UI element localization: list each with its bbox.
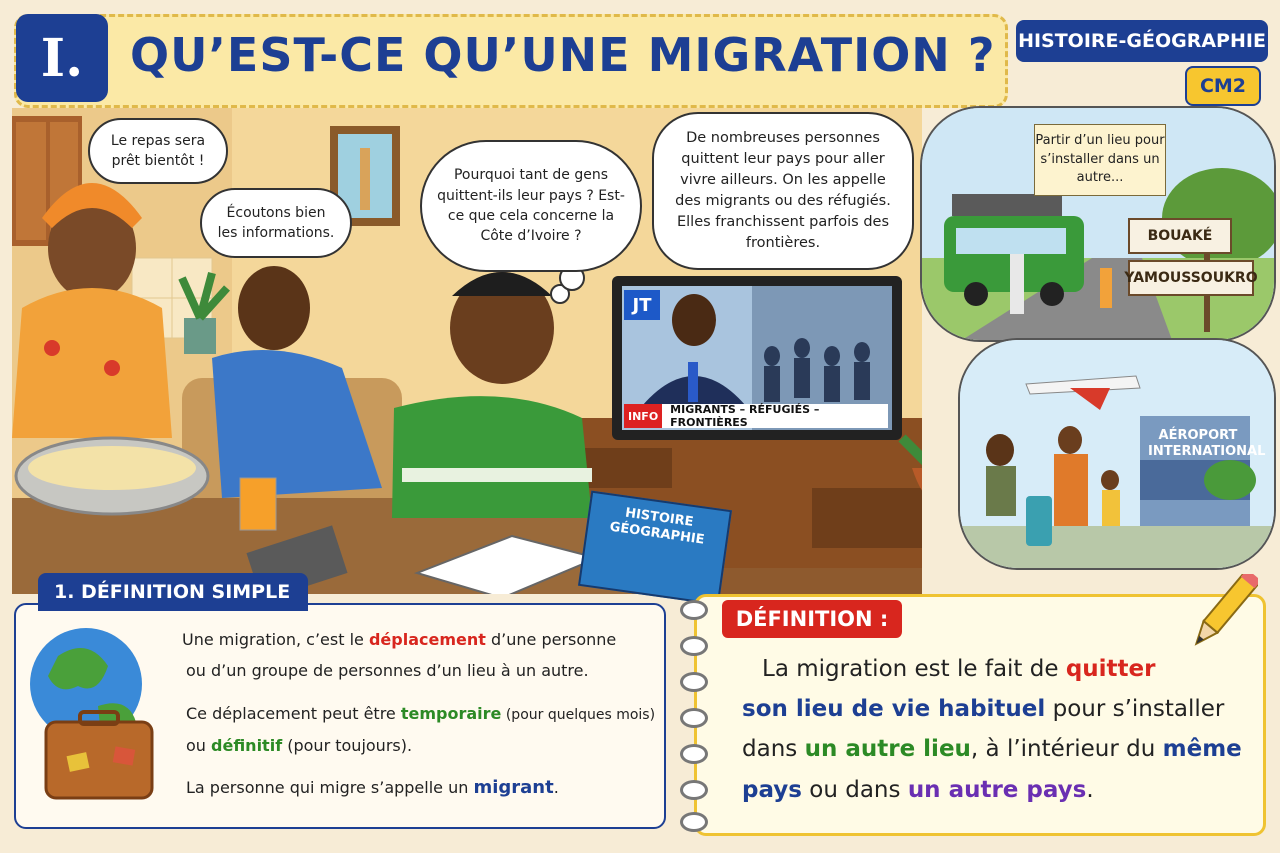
simple-def-line-5: La personne qui migre s’appelle un migrant.: [186, 777, 559, 798]
simple-def-line-3: Ce déplacement peut être temporaire (pour quelques mois): [186, 704, 656, 723]
airport-sign: AÉROPORT INTERNATIONAL: [1148, 428, 1266, 459]
pencil-icon: [1182, 574, 1258, 654]
definition-line-4: pays ou dans un autre pays.: [742, 777, 1094, 803]
page-title: QU’EST-CE QU’UNE MIGRATION ?: [130, 28, 996, 82]
speech-bubble-mother: Le repas sera prêt bientôt !: [88, 118, 228, 184]
speech-bubble-father: Écoutons bien les informations.: [200, 188, 352, 258]
simple-def-line-2: ou d’un groupe de personnes d’un lieu à un autre.: [186, 661, 589, 680]
ticker-tag: INFO: [624, 404, 662, 428]
definition-label: DÉFINITION :: [722, 600, 902, 638]
thought-bubble-child: Pourquoi tant de gens quittent-ils leur pays ? Est-ce que cela concerne la Côte d’Ivoire ?: [420, 140, 642, 272]
definition-line-2: son lieu de vie habituel pour s’installer: [742, 696, 1225, 722]
definition-line-3: dans un autre lieu, à l’intérieur du même: [742, 736, 1242, 762]
road-sign-bouake: BOUAKÉ: [1128, 218, 1232, 254]
level-badge: CM2: [1185, 66, 1261, 106]
cloud-caption-note: Partir d’un lieu pour s’installer dans un autre...: [1034, 124, 1166, 196]
tv-channel-badge: JT: [624, 290, 660, 320]
road-sign-yamoussoukro: YAMOUSSOUKRO: [1128, 260, 1254, 296]
definition-line-1: La migration est le fait de quitter: [762, 656, 1156, 682]
simple-def-line-4: ou définitif (pour toujours).: [186, 736, 413, 755]
ticker-text: MIGRANTS – RÉFUGIÉS – FRONTIÈRES: [670, 403, 820, 429]
section-number-badge: I.: [16, 14, 108, 102]
notebook-spiral: [680, 600, 710, 830]
speech-bubble-tv: De nombreuses personnes quittent leur pays pour aller vivre ailleurs. On les appelle des migrants ou des réfugiés. Elles franchissent parfois des frontières.: [652, 112, 914, 270]
tv-news-ticker: [624, 404, 888, 428]
subject-badge: HISTOIRE-GÉOGRAPHIE: [1016, 20, 1268, 62]
simple-def-line-1: Une migration, c’est le déplacement d’une personne: [182, 630, 617, 649]
history-geography-book: HISTOIRE GÉOGRAPHIE: [578, 491, 732, 606]
simple-definition-tab: 1. DÉFINITION SIMPLE: [38, 573, 308, 611]
globe-suitcase-icon: [28, 626, 168, 806]
